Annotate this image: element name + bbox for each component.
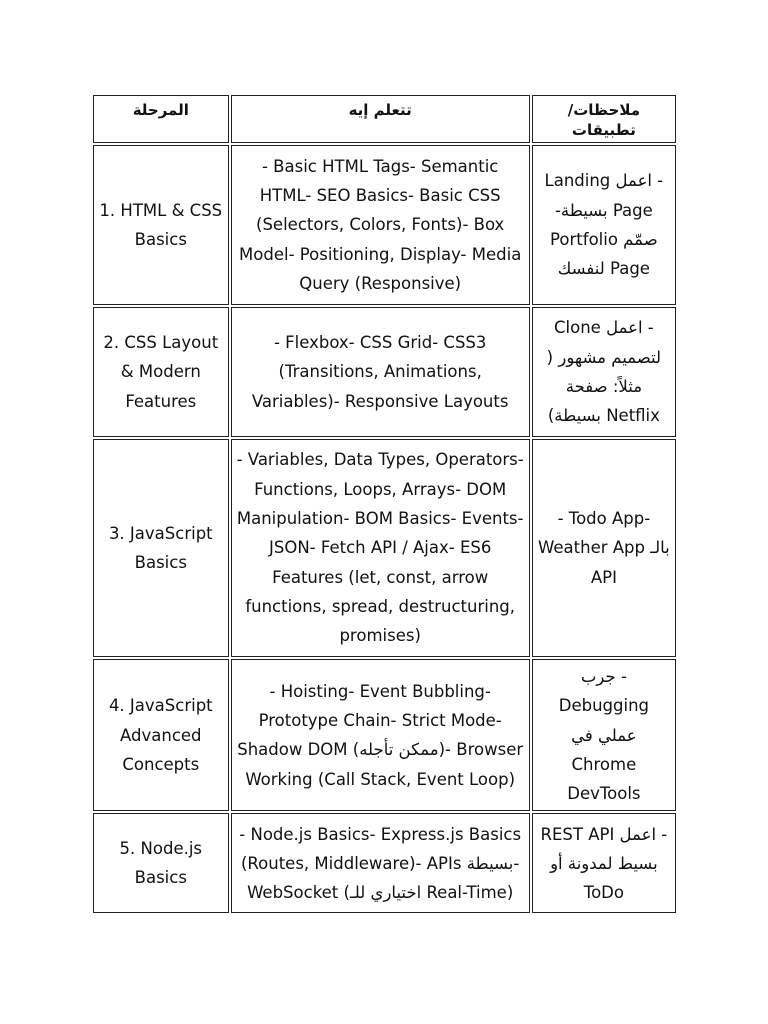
header-notes: ملاحظات/تطبيقات <box>532 95 676 143</box>
table-row <box>93 145 676 305</box>
learn-cell: - Variables, Data Types, Operators- Functions, Loops, Arrays- DOM Manipulation- BOM Basics- Events- JSON- Fetch API / Ajax- ES6 Features (let, const, arrow functions, spread, destructuring, promises) <box>231 439 530 657</box>
notes-cell: - اعمل Clone لتصميم مشهور ( مثلاً: صفحة Netflix بسيطة) <box>532 307 676 437</box>
table-header-row <box>93 95 676 143</box>
table-row <box>93 307 676 437</box>
notes-cell: - اعمل Landing Page بسيطة- صمّم Portfolio Page لنفسك <box>532 145 676 305</box>
notes-cell: - جرب Debugging عملي في Chrome DevTools <box>532 659 676 811</box>
learn-cell: - Hoisting- Event Bubbling- Prototype Chain- Strict Mode- Shadow DOM (ممكن تأجله)- Browser Working (Call Stack, Event Loop) <box>231 659 530 811</box>
learning-roadmap-table <box>91 93 678 915</box>
stage-cell: 3. JavaScript Basics <box>93 439 229 657</box>
stage-cell: 2. CSS Layout & Modern Features <box>93 307 229 437</box>
notes-cell: - Todo App- Weather App بالـ API <box>532 439 676 657</box>
stage-cell: 1. HTML & CSS Basics <box>93 145 229 305</box>
header-learn: تتعلم إيه <box>231 95 530 143</box>
notes-cell: - اعمل REST API بسيط لمدونة أو ToDo <box>532 813 676 913</box>
table-row <box>93 439 676 657</box>
learn-cell: - Node.js Basics- Express.js Basics (Routes, Middleware)- APIs بسيطة- WebSocket (اختياري للـ Real-Time) <box>231 813 530 913</box>
learn-cell: - Basic HTML Tags- Semantic HTML- SEO Basics- Basic CSS (Selectors, Colors, Fonts)- Box Model- Positioning, Display- Media Query (Responsive) <box>231 145 530 305</box>
learn-cell: - Flexbox- CSS Grid- CSS3 (Transitions, Animations, Variables)- Responsive Layouts <box>231 307 530 437</box>
table-row <box>93 659 676 811</box>
stage-cell: 4. JavaScript Advanced Concepts <box>93 659 229 811</box>
header-stage: المرحلة <box>93 95 229 143</box>
table-row <box>93 813 676 913</box>
stage-cell: 5. Node.js Basics <box>93 813 229 913</box>
